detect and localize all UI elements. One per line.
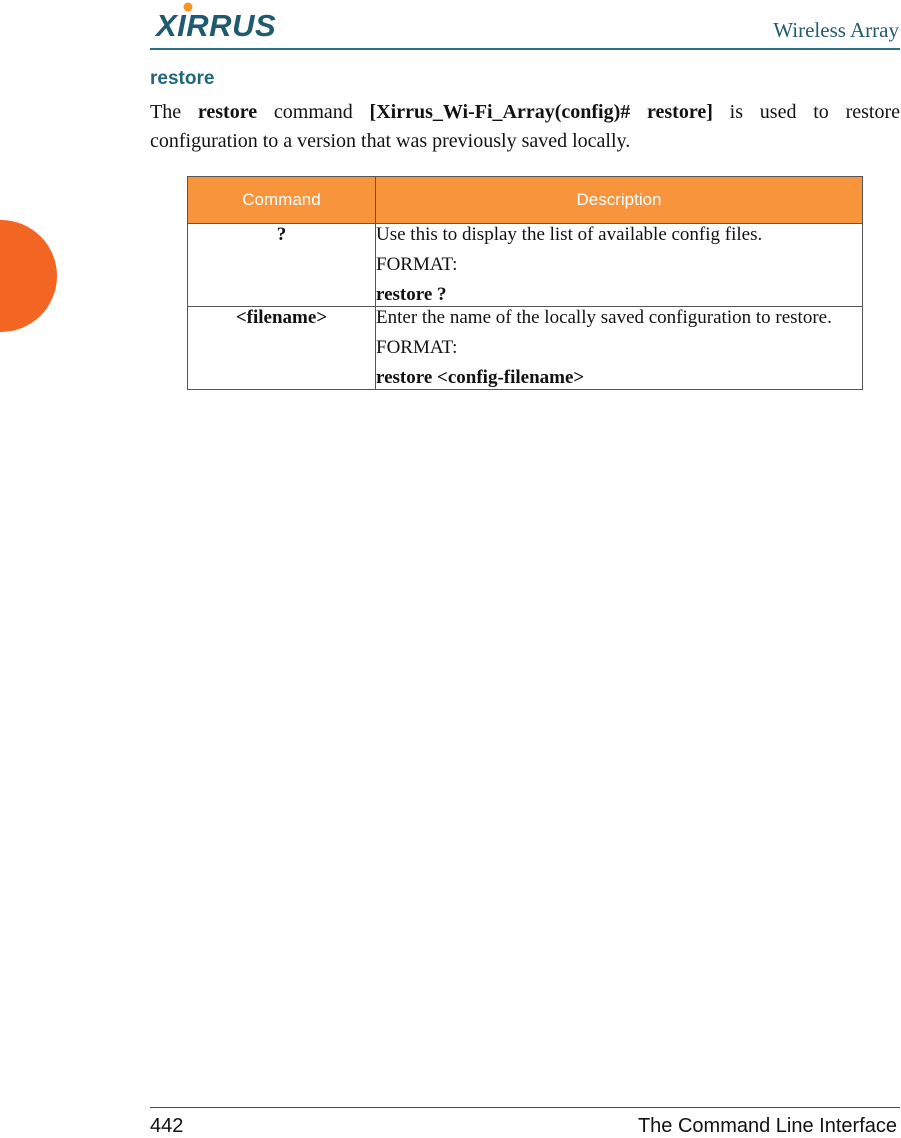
table-row (188, 224, 863, 307)
format-label: FORMAT: (376, 254, 458, 275)
intro-bold-prompt: [Xirrus_Wi-Fi_Array(config)# restore] (369, 101, 713, 123)
chapter-tab-marker (0, 220, 57, 332)
logo-text: XIRRUS (156, 8, 277, 42)
column-header-description: Description (376, 177, 863, 224)
intro-paragraph (150, 98, 900, 156)
section-heading: restore (150, 68, 215, 89)
chapter-title: The Command Line Interface (637, 1115, 897, 1137)
syntax-text: restore <config-filename> (376, 367, 585, 388)
description-text: Enter the name of the locally saved configuration to restore. (376, 307, 832, 328)
command-cell: ? (188, 224, 376, 307)
description-text: Use this to display the list of available config files. (376, 224, 763, 245)
header-title: Wireless Array (773, 18, 899, 42)
description-cell (376, 224, 863, 307)
page-number: 442 (150, 1115, 184, 1137)
xirrus-logo (154, 2, 306, 42)
format-label: FORMAT: (376, 337, 458, 358)
table-row (188, 307, 863, 390)
intro-bold-command: restore (197, 101, 258, 123)
intro-text-1: The (150, 101, 198, 123)
intro-text-3: is used to restore configuration to a version that was previously saved locally. (150, 101, 900, 152)
table-header-row (188, 177, 863, 224)
intro-text-2: command (257, 101, 370, 123)
command-cell: <filename> (188, 307, 376, 390)
column-header-command: Command (188, 177, 376, 224)
command-table (187, 176, 863, 390)
syntax-text: restore ? (376, 284, 447, 305)
footer-rule (150, 1107, 900, 1108)
description-cell (376, 307, 863, 390)
header-rule (150, 48, 900, 50)
